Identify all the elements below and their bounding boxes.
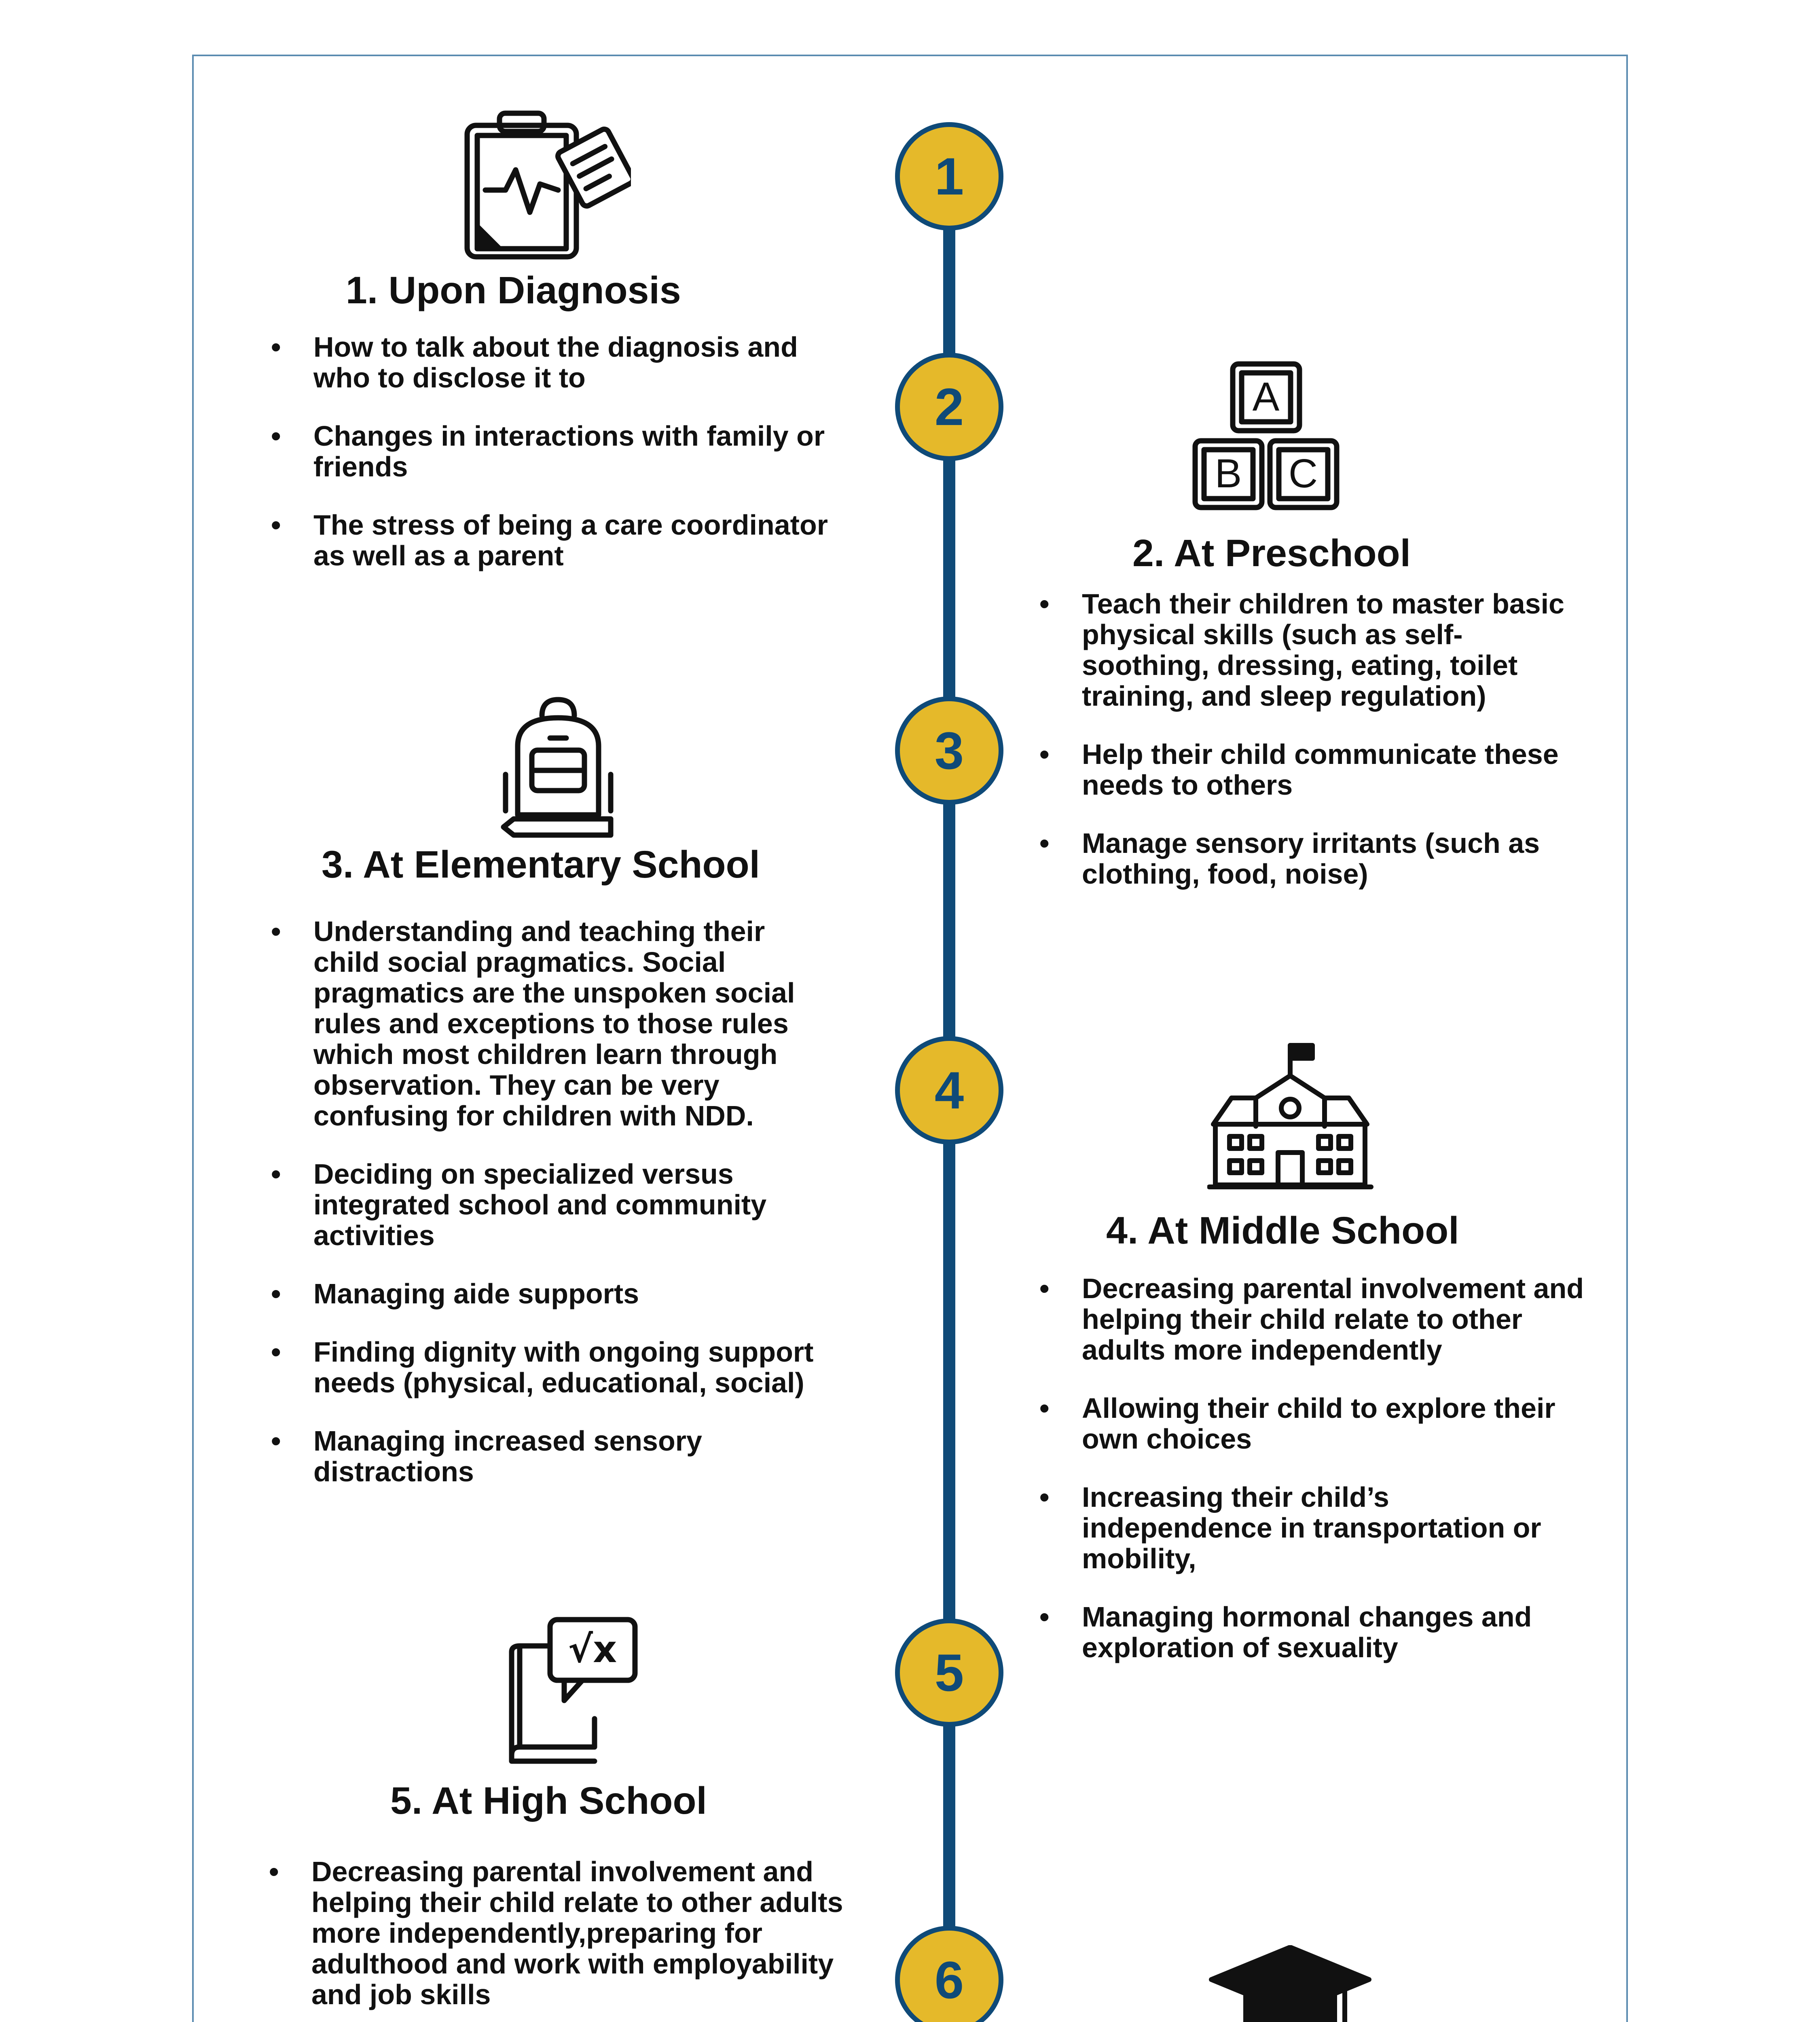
timeline-node-1: 1 <box>895 122 1003 231</box>
backpack-pencil-icon <box>497 694 619 839</box>
list-item: • Increasing their child’s independence in transportation or mobility, <box>1039 1482 1585 1574</box>
math-symbol: √x <box>568 1628 617 1671</box>
list-item: • Managing hormonal changes and exploration of sexuality <box>1039 1601 1585 1663</box>
list-item: • Managing increased sensory distractions <box>271 1426 837 1487</box>
stage-items <box>1039 1273 1585 1690</box>
list-item: • Allowing their child to explore their own choices <box>1039 1393 1585 1454</box>
graduation-cap-icon <box>1207 1945 1377 2022</box>
timeline-node-2: 2 <box>895 353 1003 461</box>
list-item: • Managing aide supports <box>271 1278 837 1309</box>
list-item: • Teach their children to master basic physical skills (such as self-soothing, dressing, eating, toilet training, and sleep regulation) <box>1039 588 1565 711</box>
block-letter-b: B <box>1215 451 1242 496</box>
list-item: • Help their child communicate these needs to others <box>1039 739 1565 800</box>
list-item: • Decreasing parental involvement and helping their child relate to other adults more independently,preparing for adulthood and work with employability and job skills <box>269 1856 855 2010</box>
timeline-node-5: 5 <box>895 1618 1003 1727</box>
stage-items <box>271 332 845 599</box>
stage-title: 4. At Middle School <box>1106 1209 1459 1252</box>
block-letter-a: A <box>1252 374 1280 419</box>
stage-title: 2. At Preschool <box>1132 532 1411 575</box>
stage-title: 5. At High School <box>390 1779 707 1822</box>
block-letter-c: C <box>1288 451 1318 496</box>
list-item: • Finding dignity with ongoing support needs (physical, educational, social) <box>271 1337 837 1398</box>
timeline-node-3: 3 <box>895 696 1003 805</box>
stage-items <box>1039 588 1565 917</box>
list-item: • Deciding on specialized versus integrated school and community activities <box>271 1159 837 1251</box>
list-item: • Manage sensory irritants (such as clothing, food, noise) <box>1039 828 1565 889</box>
list-item: • The stress of being a care coordinator as well as a parent <box>271 510 845 571</box>
stage-title: 3. At Elementary School <box>322 843 760 886</box>
school-building-icon <box>1207 1041 1377 1195</box>
clipboard-heartbeat-icon <box>461 109 631 263</box>
list-item: • How to talk about the diagnosis and who to disclose it to <box>271 332 845 393</box>
stage-title: 1. Upon Diagnosis <box>346 269 681 312</box>
list-item: • Understanding and teaching their child social pragmatics. Social pragmatics are the unspoken social rules and exceptions to those rules which most children learn through observation. They can be very confusing for children with NDD. <box>271 916 837 1131</box>
stage-items <box>271 916 837 1514</box>
stage-items <box>269 1856 855 2022</box>
timeline-node-6: 6 <box>895 1926 1003 2022</box>
list-item: • Decreasing parental involvement and helping their child relate to other adults more independently <box>1039 1273 1585 1365</box>
timeline-node-4: 4 <box>895 1036 1003 1144</box>
list-item: • Changes in interactions with family or friends <box>271 421 845 482</box>
abc-blocks-icon <box>1189 360 1343 514</box>
book-math-icon <box>504 1614 641 1767</box>
